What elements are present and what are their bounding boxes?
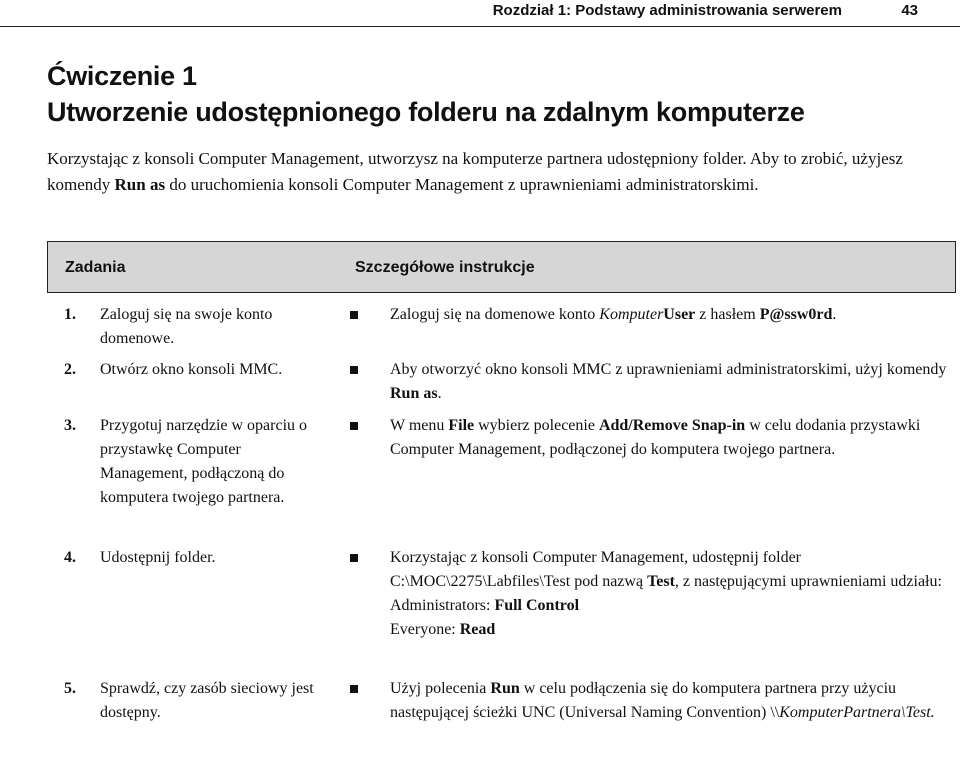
permission-administrators: Administrators: Full Control (390, 597, 580, 614)
bullet-icon (350, 554, 358, 562)
task-number: 4. (64, 549, 76, 566)
task-cell (64, 303, 319, 351)
exercise-label: Ćwiczenie 1 (47, 61, 197, 91)
task-cell (64, 546, 319, 570)
permission-everyone: Everyone: Read (390, 621, 496, 638)
task-number: 2. (64, 361, 76, 378)
column-header-tasks: Zadania (65, 259, 126, 276)
detail-text: Aby otworzyć okno konsoli MMC z uprawnieniami administratorskimi, użyj komendy Run as. (390, 361, 947, 402)
detail-cell (350, 414, 950, 462)
task-cell (64, 414, 319, 510)
page-number: 43 (901, 2, 918, 19)
detail-text: Zaloguj się na domenowe konto KomputerUser z hasłem P@ssw0rd. (390, 306, 837, 323)
detail-text: Korzystając z konsoli Computer Management, udostępnij folder C:\MOC\2275\Labfiles\Test pod nazwą Test, z następującymi uprawnieniami udziału: Administrators: Full Control Everyone: Read (350, 546, 950, 642)
run-as-command: Run as (114, 175, 166, 194)
detail-text: Użyj polecenia Run w celu podłączenia się do komputera partnera przy użyciu następującej ścieżki UNC (Universal Naming Convention) \\KomputerPartnera\Test. (390, 680, 935, 721)
bullet-icon (350, 366, 358, 374)
task-cell (64, 358, 319, 382)
exercise-name: Utworzenie udostępnionego folderu na zdalnym komputerze (47, 97, 805, 127)
task-number: 5. (64, 680, 76, 697)
running-header (0, 0, 960, 27)
bullet-icon (350, 685, 358, 693)
intro-paragraph: Korzystając z konsoli Computer Management, utworzysz na komputerze partnera udostępniony folder. Aby to zrobić, użyjesz komendy Run as do uruchomienia konsoli Computer Management z uprawnieniami administratorskimi. (47, 149, 903, 194)
detail-text: W menu File wybierz polecenie Add/Remove Snap-in w celu dodania przystawki Computer Management, podłączonej do komputera twojego partnera. (390, 417, 921, 458)
chapter-title: Rozdział 1: Podstawy administrowania serwerem (492, 2, 842, 19)
task-number: 3. (64, 417, 76, 434)
task-cell (64, 677, 319, 725)
task-text: Otwórz okno konsoli MMC. (100, 361, 283, 378)
task-text: Przygotuj narzędzie w oparciu o przystawkę Computer Management, podłączoną do komputera twojego partnera. (100, 417, 308, 506)
task-text: Sprawdź, czy zasób sieciowy jest dostępny. (100, 680, 314, 721)
task-table (47, 241, 956, 756)
exercise-title (47, 58, 805, 130)
task-text: Udostępnij folder. (100, 549, 216, 566)
table-header (47, 241, 956, 293)
column-header-details: Szczegółowe instrukcje (355, 259, 535, 276)
detail-cell (350, 546, 950, 642)
detail-cell (350, 358, 950, 406)
task-text: Zaloguj się na swoje konto domenowe. (100, 306, 273, 347)
detail-cell (350, 677, 950, 725)
task-number: 1. (64, 306, 76, 323)
detail-cell (350, 303, 950, 327)
bullet-icon (350, 422, 358, 430)
bullet-icon (350, 311, 358, 319)
